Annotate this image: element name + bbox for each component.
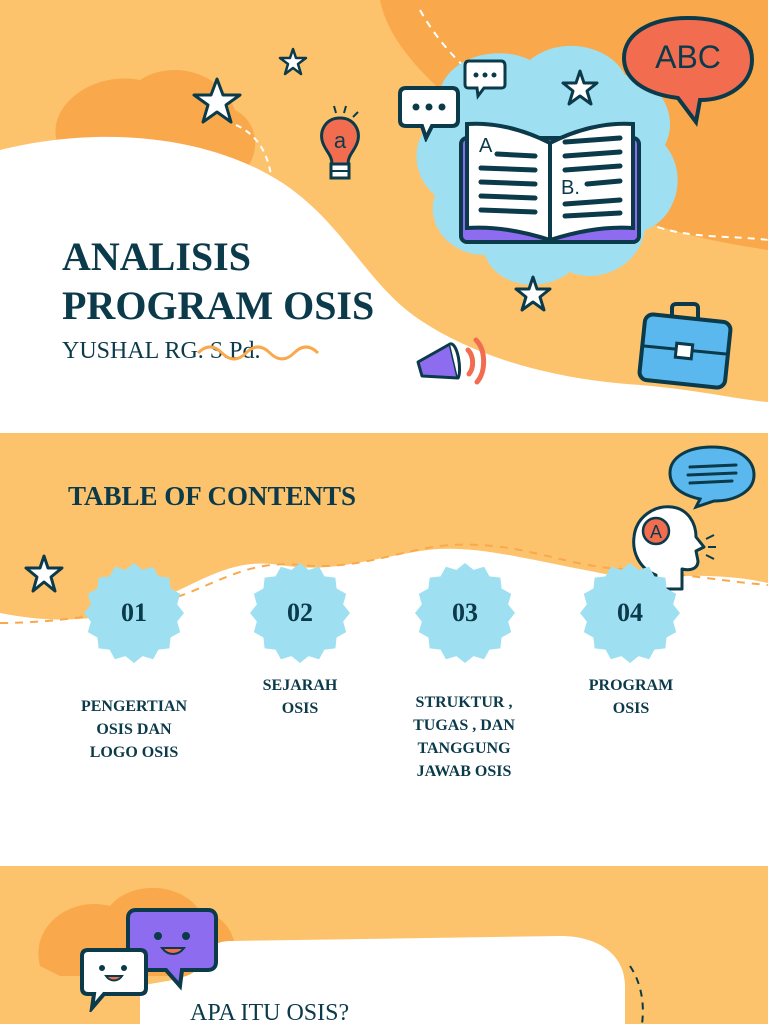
svg-text:B.: B. <box>561 177 580 199</box>
svg-text:ABC: ABC <box>655 39 721 75</box>
toc-slide <box>0 433 768 865</box>
cover-title-line2: PROGRAM OSIS <box>62 283 375 328</box>
toc-number-badge <box>250 563 350 663</box>
toc-number-badge <box>580 563 680 663</box>
toc-item-label-line: LOGO OSIS <box>89 744 179 761</box>
section-slide <box>0 866 768 1024</box>
star-icon <box>278 47 308 77</box>
toc-item-label-line: OSIS <box>612 700 650 717</box>
star-icon <box>560 68 600 108</box>
svg-text:a: a <box>333 128 347 153</box>
toc-number: 02 <box>287 598 313 627</box>
cover-slide <box>0 0 768 414</box>
star-icon <box>22 553 66 595</box>
slide-gap <box>0 414 768 433</box>
toc-item-label-line: TANGGUNG <box>417 740 511 757</box>
svg-text:A: A <box>649 522 663 542</box>
wavy-underline-decoration <box>196 344 320 362</box>
cover-title-line1: ANALISIS <box>62 234 251 279</box>
cover-author: YUSHAL RG. S.Pd. <box>62 338 261 364</box>
toc-item-label <box>561 674 701 720</box>
briefcase-icon <box>636 300 734 392</box>
toc-number: 01 <box>121 598 147 627</box>
open-book-icon <box>455 108 645 248</box>
toc-item-label-line: PENGERTIAN <box>80 698 188 715</box>
section-heading: APA ITU OSIS? <box>190 1000 350 1024</box>
svg-text:A: A <box>479 135 493 157</box>
megaphone-icon <box>414 332 490 388</box>
light-bulb-icon <box>312 104 366 188</box>
small-chat-bubble-icon <box>462 58 508 100</box>
toc-item-label-line: PROGRAM <box>588 677 674 694</box>
abc-speech-bubble-icon <box>618 12 758 130</box>
cover-title <box>62 232 374 330</box>
toc-item-label <box>64 695 204 764</box>
toc-item-label <box>230 674 370 720</box>
toc-item-label-line: SEJARAH <box>262 677 338 694</box>
white-chat-face-icon <box>78 946 150 1012</box>
toc-number-badge <box>84 563 184 663</box>
toc-number-badge <box>415 563 515 663</box>
star-icon <box>512 274 554 314</box>
toc-heading: TABLE OF CONTENTS <box>68 481 357 511</box>
star-icon <box>190 76 244 128</box>
toc-item-label-line: JAWAB OSIS <box>416 763 512 780</box>
toc-item-label-line: TUGAS , DAN <box>413 717 515 734</box>
toc-number: 03 <box>452 598 478 627</box>
toc-item-label-line: OSIS DAN <box>96 721 172 738</box>
toc-item-label <box>394 691 534 783</box>
toc-number: 04 <box>617 598 643 627</box>
toc-item-label-line: OSIS <box>281 700 319 717</box>
toc-item-label-line: STRUKTUR , <box>415 694 513 711</box>
chat-bubble-icon <box>396 84 462 142</box>
